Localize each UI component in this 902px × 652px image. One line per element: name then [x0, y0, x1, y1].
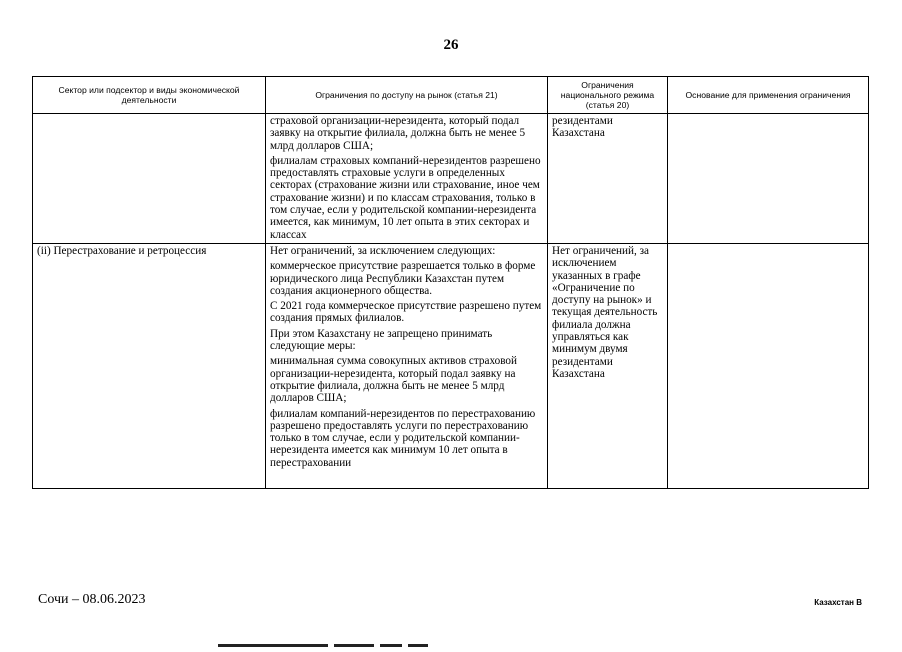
header-market-access: Ограничения по доступу на рынок (статья 21)	[266, 77, 548, 114]
table-row	[33, 114, 869, 244]
market-access-cell	[266, 114, 548, 244]
market-access-paragraph: Нет ограничений, за исключением следующих:	[270, 245, 496, 257]
header-sector: Сектор или подсектор и виды экономической деятельности	[33, 77, 266, 114]
national-treatment-cell: резидентами Казахстана	[548, 114, 668, 244]
sector-cell: (ii) Перестрахование и ретроцессия	[33, 244, 266, 489]
footer-country-code: Казахстан В	[814, 598, 862, 607]
market-access-paragraph: С 2021 года коммерческое присутствие разрешено путем создания прямых филиалов.	[270, 300, 542, 325]
table-header-row	[33, 77, 869, 114]
page-number: 26	[443, 37, 459, 53]
header-national-treatment: Ограничения национального режима (статья 20)	[548, 77, 668, 114]
basis-cell	[668, 244, 869, 489]
market-access-cell	[266, 244, 548, 489]
market-access-paragraph: филиалам компаний-нерезидентов по перестрахованию разрешено предоставлять услуги по перестрахованию только в том случае, если у родительской компании-нерезидента имеется как минимум 10 лет опыта в перестраховании	[270, 407, 536, 469]
header-basis: Основание для применения ограничения	[668, 77, 869, 114]
page-edge-marks	[218, 634, 434, 652]
market-access-paragraph: минимальная сумма совокупных активов страховой организации-нерезидента, который подал заявку на открытие филиала, должна быть не менее 5 млрд долларов США;	[270, 355, 518, 405]
market-access-paragraph: филиалам страховых компаний-нерезидентов разрешено предоставлять страховые услуги в определенных секторах (страхование жизни или страхование, иное чем страхование жизни) и по классам страхования, только в том случае, если у родительской компании-нерезидента имеется, как минимум, 10 лет опыта в этих секторах и классах	[270, 154, 541, 241]
commitments-table	[32, 76, 869, 489]
basis-cell	[668, 114, 869, 244]
table-row	[33, 244, 869, 489]
national-treatment-cell: Нет ограничений, за исключением указанных в графе «Ограничение по доступу на рынок» и текущая деятельность филиала должна управляться как минимум двумя резидентами Казахстана	[548, 244, 668, 489]
market-access-paragraph: При этом Казахстану не запрещено принимать следующие меры:	[270, 327, 493, 353]
sector-cell	[33, 114, 266, 244]
footer-date: Сочи – 08.06.2023	[38, 592, 146, 607]
market-access-paragraph: страховой организации-нерезидента, который подал заявку на открытие филиала, должна быть не менее 5 млрд долларов США;	[270, 115, 526, 152]
market-access-paragraph: коммерческое присутствие разрешается только в форме юридического лица Республики Казахстан путем создания акционерного общества.	[270, 260, 536, 297]
